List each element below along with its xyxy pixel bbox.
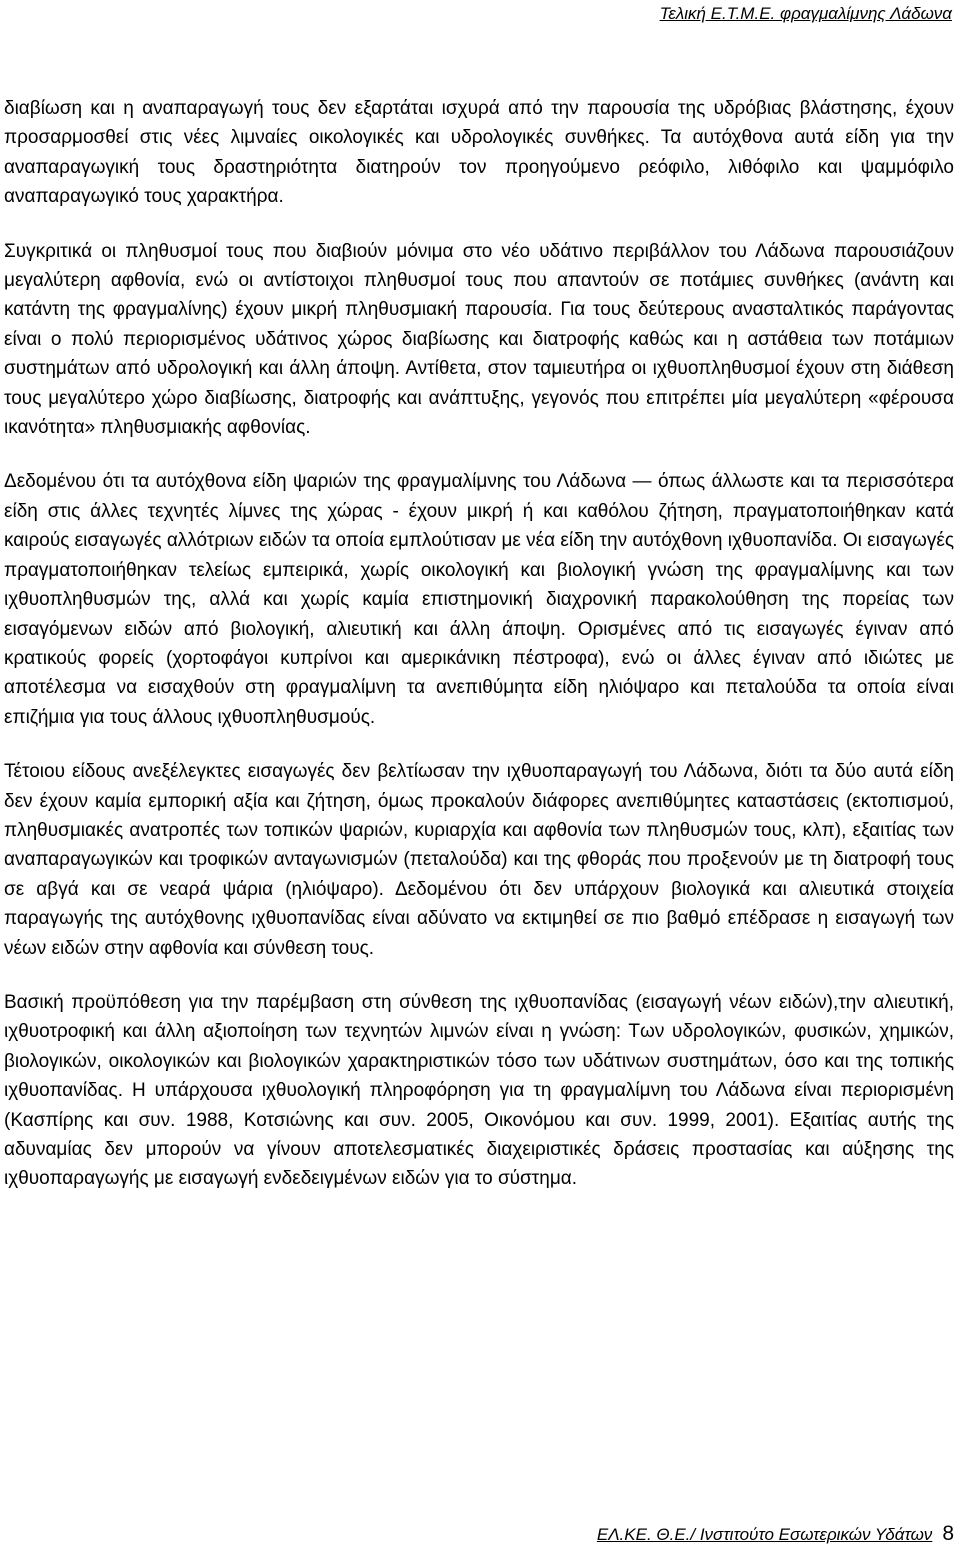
- page-body: [4, 94, 954, 1219]
- page-footer: [0, 1522, 954, 1546]
- paragraph-5: Βασική προϋπόθεση για την παρέμβαση στη σύνθεση της ιχθυοπανίδας (εισαγωγή νέων ειδών),την αλιευτική, ιχθυοτροφική και άλλη αξιοποίηση των τεχνητών λιμνών είναι η γνώση: Των υδρολογικών, φυσικών, χημικών, βιολογικών, οικολογικών και βιολογικών χαρακτηριστικών τόσο των υδάτινων συστημάτων, όσο και της τοπικής ιχθυοπανίδας. Η υπάρχουσα ιχθυολογική πληροφόρηση για τη φραγμαλίμνη του Λάδωνα είναι περιορισμένη (Κασπίρης και συν. 1988, Κοτσιώνης και συν. 2005, Οικονόμου και συν. 1999, 2001). Εξαιτίας αυτής της αδυναμίας δεν μπορούν να γίνουν αποτελεσματικές διαχειριστικές δράσεις προστασίας και αύξησης της ιχθυοπαραγωγής με εισαγωγή ενδεδειγμένων ειδών για το σύστημα.: [4, 991, 954, 1190]
- paragraph-1: διαβίωση και η αναπαραγωγή τους δεν εξαρτάται ισχυρά από την παρουσία της υδρόβιας βλάστησης, έχουν προσαρμοσθεί στις νέες λιμναίες οικολογικές και υδρολογικές συνθήκες. Τα αυτόχθονα αυτά είδη για την αναπαραγωγική τους δραστηριότητα διατηρούν τον προηγούμενο ρεόφιλο, λιθόφιλο και ψαμμόφιλο αναπαραγωγικό τους χαρακτήρα.: [4, 98, 954, 208]
- running-header: Τελική Ε.Τ.Μ.Ε. φραγμαλίμνης Λάδωνα: [659, 4, 952, 23]
- paragraph-2: Συγκριτικά οι πληθυσμοί τους που διαβιούν μόνιμα στο νέο υδάτινο περιβάλλον του Λάδωνα παρουσιάζουν μεγαλύτερη αφθονία, ενώ οι αντίστοιχοι πληθυσμοί τους που απαντούν σε ποτάμιες συνθήκες (ανάντη και κατάντη της φραγμαλίνης) έχουν μικρή πληθυσμιακή παρουσία. Για τους δεύτερους ανασταλτικός παράγοντας είναι ο πολύ περιορισμένος υδάτινος χώρος διαβίωσης και διατροφής καθώς και η αστάθεια των ποτάμιων συστημάτων από υδρολογική και άλλη άποψη. Αντίθετα, στον ταμιευτήρα οι ιχθυοπληθυσμοί έχουν στη διάθεση τους μεγαλύτερο χώρο διαβίωσης, διατροφής και ανάπτυξης, γεγονός που επιτρέπει μία μεγαλύτερη «φέρουσα ικανότητα» πληθυσμιακής αφθονίας.: [4, 240, 954, 439]
- page-number: 8: [942, 1522, 954, 1545]
- paragraph-4: Τέτοιου είδους ανεξέλεγκτες εισαγωγές δεν βελτίωσαν την ιχθυοπαραγωγή του Λάδωνα, διότι τα δύο αυτά είδη δεν έχουν καμία εμπορική αξία και ζήτηση, όμως προκαλούν διάφορες ανεπιθύμητες καταστάσεις (εκτοπισμού, πληθυσμιακές ανατροπές των τοπικών ψαριών, κυριαρχία και αφθονία των πληθυσμών τους, κλπ), εξαιτίας των αναπαραγωγικών και τροφικών ανταγωνισμών (πεταλούδα) και της φθοράς που προξενούν με τη διατροφή τους σε αβγά και σε νεαρά ψάρια (ηλιόψαρο). Δεδομένου ότι δεν υπάρχουν βιολογικά και αλιευτικά στοιχεία παραγωγής της αυτόχθονης ιχθυοπανίδας είναι αδύνατο να εκτιμηθεί σε πιο βαθμό επέδρασε η εισαγωγή των νέων ειδών στην αφθονία και σύνθεση τους.: [4, 761, 954, 959]
- paragraph-3: Δεδομένου ότι τα αυτόχθονα είδη ψαριών της φραγμαλίμνης του Λάδωνα — όπως άλλωστε και τα περισσότερα είδη στις άλλες τεχνητές λίμνες της χώρας - έχουν μικρή ή και καθόλου ζήτηση, πραγματοποιήθηκαν κατά καιρούς εισαγωγές αλλότριων ειδών τα οποία εμπλούτισαν με νέα είδη την αυτόχθονη ιχθυοπανίδα. Οι εισαγωγές πραγματοποιήθηκαν τελείως εμπειρικά, χωρίς οικολογική και βιολογική γνώση της φραγμαλίμνης και των ιχθυοπληθυσμών της, αλλά και χωρίς καμία επιστημονική διαχρονική παρακολούθηση της πορείας των εισαγόμενων ειδών από βιολογική, αλιευτική και άλλη άποψη. Ορισμένες από τις εισαγωγές έγιναν από κρατικούς φορείς (χορτοφάγοι κυπρίνοι και αμερικάνικη πέστροφα), ενώ οι άλλες έγιναν από ιδιώτες με αποτέλεσμα να εισαχθούν στη φραγμαλίμνη τα ανεπιθύμητα είδη ηλιόψαρο και πεταλούδα τα οποία είναι επιζήμια για τους άλλους ιχθυοπληθυσμούς.: [4, 471, 954, 728]
- footer-organization: ΕΛ.ΚΕ. Θ.Ε./ Ινστιτούτο Εσωτερικών Υδάτων: [596, 1525, 933, 1544]
